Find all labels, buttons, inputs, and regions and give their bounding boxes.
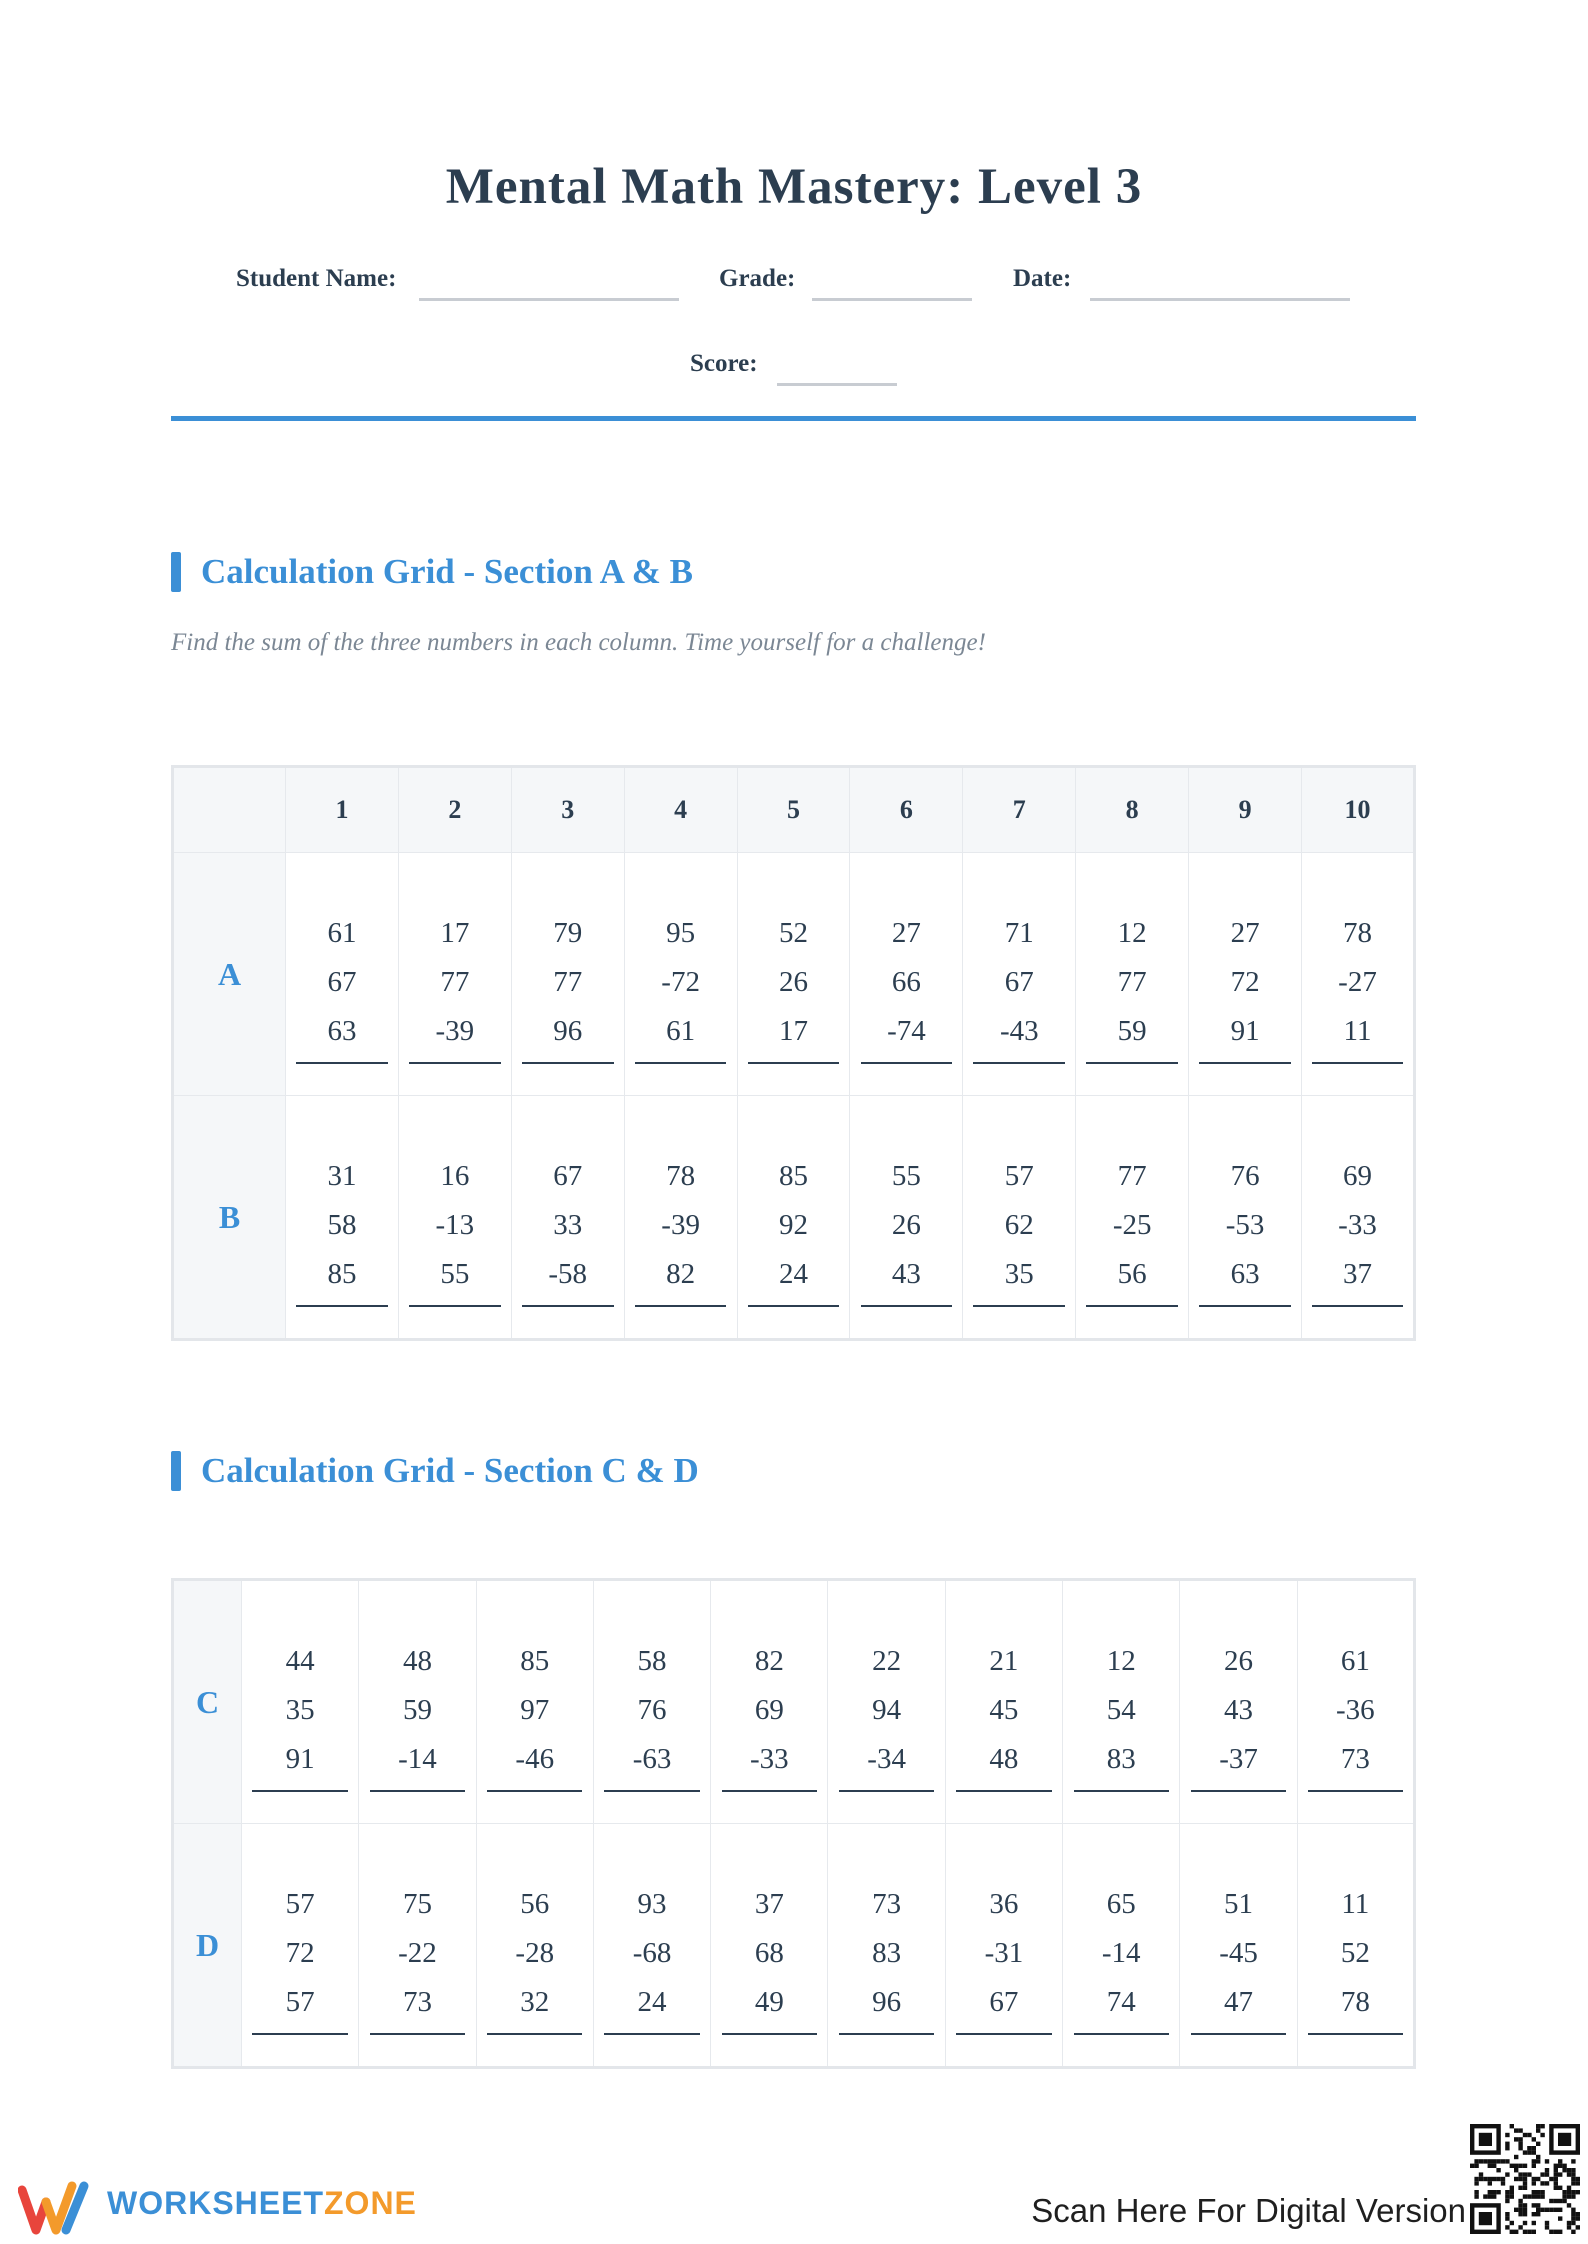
problem-numbers: [711, 1613, 827, 1784]
answer-line[interactable]: [1199, 1305, 1291, 1307]
addend: -39: [661, 1208, 700, 1241]
problem-numbers: [625, 1128, 737, 1299]
addend: 97: [520, 1693, 550, 1726]
addend: -36: [1336, 1693, 1375, 1726]
addend: -74: [887, 1014, 926, 1047]
answer-line[interactable]: [1308, 2033, 1403, 2035]
addend: 57: [1004, 1159, 1034, 1192]
addend: 48: [989, 1742, 1019, 1775]
addend: 33: [553, 1208, 583, 1241]
problem-numbers: [399, 885, 511, 1056]
addend: 57: [285, 1887, 315, 1920]
instructions: Find the sum of the three numbers in each column. Time yourself for a challenge!: [171, 629, 986, 656]
grid-header-row: [173, 767, 1415, 853]
problem-numbers: [738, 885, 850, 1056]
answer-line[interactable]: [839, 2033, 934, 2035]
addend: 93: [637, 1887, 667, 1920]
problem-cell: [476, 1580, 593, 1824]
addend: 77: [440, 965, 470, 998]
addend: 76: [637, 1693, 667, 1726]
problem-cell: [828, 1824, 945, 2068]
score-label: Score:: [690, 350, 758, 377]
answer-line[interactable]: [409, 1062, 501, 1064]
addend: 43: [891, 1257, 921, 1290]
addend: 27: [1230, 916, 1260, 949]
addend: 69: [754, 1693, 784, 1726]
addend: 47: [1224, 1985, 1254, 2018]
addend: 73: [402, 1985, 432, 2018]
answer-line[interactable]: [748, 1062, 840, 1064]
addend: 48: [402, 1644, 432, 1677]
student-name-label: Student Name:: [236, 265, 397, 292]
problem-numbers: [286, 1128, 398, 1299]
section-ab-title: Calculation Grid - Section A & B: [201, 552, 693, 591]
answer-line[interactable]: [522, 1305, 614, 1307]
addend: 31: [327, 1159, 357, 1192]
problem-cell: [1180, 1824, 1297, 2068]
addend: 66: [891, 965, 921, 998]
row-label: D: [173, 1824, 242, 2068]
problem-numbers: [242, 1856, 358, 2027]
addend: 82: [754, 1644, 784, 1677]
addend: -68: [632, 1936, 672, 1969]
column-header: 6: [850, 767, 963, 853]
problem-numbers: [828, 1613, 944, 1784]
answer-line[interactable]: [296, 1305, 388, 1307]
problem-cell: [242, 1580, 359, 1824]
addend: 58: [637, 1644, 667, 1677]
calculation-grid-cd: [171, 1578, 1416, 2069]
addend: 52: [1340, 1936, 1370, 1969]
addend: 78: [666, 1159, 696, 1192]
answer-line[interactable]: [1191, 2033, 1286, 2035]
answer-line[interactable]: [487, 1790, 582, 1792]
answer-line[interactable]: [1312, 1062, 1403, 1064]
addend: 94: [872, 1693, 902, 1726]
problem-cell: [511, 853, 624, 1096]
addend: 37: [1343, 1257, 1372, 1290]
addend: 83: [872, 1936, 902, 1969]
problem-cell: [711, 1580, 828, 1824]
answer-line[interactable]: [722, 1790, 817, 1792]
addend: 67: [1004, 965, 1034, 998]
addend: 65: [1106, 1887, 1136, 1920]
addend: 63: [1230, 1257, 1260, 1290]
addend: -53: [1225, 1208, 1265, 1241]
problem-numbers: [625, 885, 737, 1056]
addend: -33: [750, 1742, 789, 1775]
problem-numbers: [1189, 885, 1301, 1056]
addend: -37: [1219, 1742, 1258, 1775]
problem-numbers: [359, 1613, 475, 1784]
problem-numbers: [242, 1613, 358, 1784]
grid-corner-cell: [173, 767, 286, 853]
answer-line[interactable]: [1191, 1790, 1286, 1792]
section-ab-heading: [171, 552, 693, 592]
answer-line[interactable]: [1312, 1305, 1403, 1307]
section-cd-heading: [171, 1451, 699, 1491]
answer-line[interactable]: [635, 1305, 727, 1307]
addend: 56: [520, 1887, 550, 1920]
addend: 73: [872, 1887, 902, 1920]
answer-line[interactable]: [1086, 1305, 1178, 1307]
answer-line[interactable]: [409, 1305, 501, 1307]
date-label: Date:: [1013, 265, 1072, 292]
addend: 85: [779, 1159, 808, 1192]
addend: 35: [285, 1693, 315, 1726]
addend: 73: [1340, 1742, 1370, 1775]
addend: 62: [1004, 1208, 1034, 1241]
answer-line[interactable]: [252, 1790, 347, 1792]
problem-numbers: [963, 885, 1075, 1056]
answer-line[interactable]: [748, 1305, 840, 1307]
addend: 72: [1230, 965, 1260, 998]
addend: -14: [398, 1742, 437, 1775]
addend: 68: [754, 1936, 784, 1969]
addend: 76: [1230, 1159, 1260, 1192]
addend: 83: [1106, 1742, 1136, 1775]
problem-cell: [1189, 1096, 1302, 1340]
problem-numbers: [594, 1613, 710, 1784]
addend: 54: [1106, 1693, 1136, 1726]
addend: 44: [285, 1644, 315, 1677]
addend: 22: [872, 1644, 902, 1677]
addend: -46: [515, 1742, 555, 1775]
addend: 52: [779, 916, 808, 949]
addend: -27: [1338, 965, 1377, 998]
problem-cell: [624, 853, 737, 1096]
problem-cell: [711, 1824, 828, 2068]
grid-row-a: [173, 853, 1415, 1096]
grid-row-c: [173, 1580, 1415, 1824]
problem-numbers: [963, 1128, 1075, 1299]
addend: 16: [440, 1159, 470, 1192]
answer-line[interactable]: [604, 2033, 699, 2035]
addend: 67: [553, 1159, 583, 1192]
row-label: C: [173, 1580, 242, 1824]
column-header: 7: [963, 767, 1076, 853]
addend: 79: [553, 916, 583, 949]
addend: 91: [285, 1742, 315, 1775]
problem-cell: [511, 1096, 624, 1340]
row-label: A: [173, 853, 286, 1096]
addend: 45: [989, 1693, 1019, 1726]
addend: 11: [1341, 1887, 1370, 1920]
grade-field[interactable]: [812, 298, 972, 301]
addend: -58: [548, 1257, 588, 1290]
qr-code-icon[interactable]: [1470, 2124, 1580, 2234]
problem-numbers: [1302, 885, 1413, 1056]
addend: 96: [872, 1985, 902, 2018]
addend: 32: [520, 1985, 550, 2018]
addend: 55: [891, 1159, 921, 1192]
addend: -28: [515, 1936, 555, 1969]
addend: -14: [1101, 1936, 1141, 1969]
problem-numbers: [850, 1128, 962, 1299]
answer-line[interactable]: [1086, 1062, 1178, 1064]
column-header: 4: [624, 767, 737, 853]
addend: 49: [754, 1985, 784, 2018]
addend: -31: [984, 1936, 1024, 1969]
problem-cell: [1063, 1580, 1180, 1824]
problem-numbers: [1180, 1613, 1296, 1784]
column-header: 8: [1076, 767, 1189, 853]
problem-cell: [945, 1580, 1062, 1824]
problem-cell: [624, 1096, 737, 1340]
addend: 12: [1106, 1644, 1136, 1677]
section-accent-bar: [171, 1451, 181, 1491]
answer-line[interactable]: [1074, 1790, 1169, 1792]
addend: 92: [779, 1208, 808, 1241]
problem-cell: [286, 1096, 399, 1340]
column-header: 5: [737, 767, 850, 853]
answer-line[interactable]: [956, 1790, 1051, 1792]
addend: 26: [1224, 1644, 1254, 1677]
addend: 69: [1343, 1159, 1372, 1192]
addend: -43: [999, 1014, 1039, 1047]
addend: 43: [1224, 1693, 1254, 1726]
addend: 37: [754, 1887, 784, 1920]
addend: 58: [327, 1208, 357, 1241]
worksheetzone-logo-icon: [18, 2180, 98, 2238]
problem-cell: [1180, 1580, 1297, 1824]
answer-line[interactable]: [861, 1305, 953, 1307]
problem-numbers: [1076, 1128, 1188, 1299]
answer-line[interactable]: [973, 1062, 1065, 1064]
problem-cell: [945, 1824, 1062, 2068]
problem-cell: [1189, 853, 1302, 1096]
problem-numbers: [850, 885, 962, 1056]
addend: 57: [285, 1985, 315, 2018]
answer-line[interactable]: [722, 2033, 817, 2035]
addend: 77: [1117, 965, 1147, 998]
brand-name-part2: ZONE: [324, 2185, 417, 2221]
problem-cell: [1063, 1824, 1180, 2068]
problem-numbers: [1076, 885, 1188, 1056]
grade-label: Grade:: [719, 265, 796, 292]
page-title: Mental Math Mastery: Level 3: [445, 159, 1143, 215]
answer-line[interactable]: [370, 1790, 465, 1792]
addend: 17: [440, 916, 470, 949]
addend: -45: [1219, 1936, 1258, 1969]
problem-cell: [593, 1580, 710, 1824]
problem-cell: [850, 1096, 963, 1340]
header-divider: [171, 416, 1416, 421]
addend: 82: [666, 1257, 696, 1290]
answer-line[interactable]: [839, 1790, 934, 1792]
problem-numbers: [828, 1856, 944, 2027]
problem-cell: [476, 1824, 593, 2068]
addend: -72: [661, 965, 700, 998]
answer-line[interactable]: [522, 1062, 614, 1064]
problem-numbers: [946, 1613, 1062, 1784]
addend: 55: [440, 1257, 470, 1290]
column-header: 9: [1189, 767, 1302, 853]
addend: 74: [1106, 1985, 1136, 2018]
column-header: 1: [286, 767, 399, 853]
answer-line[interactable]: [973, 1305, 1065, 1307]
answer-line[interactable]: [1308, 1790, 1403, 1792]
problem-numbers: [1063, 1613, 1179, 1784]
addend: 21: [989, 1644, 1019, 1677]
answer-line[interactable]: [296, 1062, 388, 1064]
section-accent-bar: [171, 552, 181, 592]
problem-numbers: [711, 1856, 827, 2027]
addend: 77: [553, 965, 583, 998]
problem-numbers: [1063, 1856, 1179, 2027]
addend: 67: [327, 965, 357, 998]
addend: 61: [1340, 1644, 1370, 1677]
problem-numbers: [594, 1856, 710, 2027]
problem-cell: [398, 853, 511, 1096]
answer-line[interactable]: [370, 2033, 465, 2035]
addend: 72: [285, 1936, 315, 1969]
problem-cell: [1297, 1824, 1414, 2068]
addend: -25: [1112, 1208, 1152, 1241]
date-field[interactable]: [1090, 298, 1350, 301]
problem-numbers: [359, 1856, 475, 2027]
problem-cell: [359, 1824, 476, 2068]
addend: 63: [327, 1014, 357, 1047]
problem-cell: [242, 1824, 359, 2068]
student-name-field[interactable]: [419, 298, 679, 301]
score-field[interactable]: [777, 383, 897, 386]
answer-line[interactable]: [956, 2033, 1051, 2035]
addend: -13: [435, 1208, 475, 1241]
problem-numbers: [946, 1856, 1062, 2027]
addend: 96: [553, 1014, 583, 1047]
problem-numbers: [512, 885, 624, 1056]
brand-name-part1: WORKSHEET: [107, 2185, 324, 2221]
problem-numbers: [477, 1613, 593, 1784]
problem-cell: [963, 1096, 1076, 1340]
addend: 85: [327, 1257, 357, 1290]
problem-numbers: [286, 885, 398, 1056]
addend: 59: [402, 1693, 432, 1726]
problem-cell: [1297, 1580, 1414, 1824]
addend: -22: [398, 1936, 437, 1969]
section-cd-title: Calculation Grid - Section C & D: [201, 1451, 699, 1490]
addend: 77: [1117, 1159, 1147, 1192]
addend: -63: [632, 1742, 672, 1775]
answer-line[interactable]: [487, 2033, 582, 2035]
addend: 26: [779, 965, 808, 998]
addend: -34: [867, 1742, 906, 1775]
addend: 75: [402, 1887, 432, 1920]
problem-cell: [963, 853, 1076, 1096]
addend: 67: [989, 1985, 1019, 2018]
addend: 59: [1117, 1014, 1147, 1047]
column-header: 2: [398, 767, 511, 853]
brand-name: [107, 2185, 417, 2222]
addend: 12: [1117, 916, 1147, 949]
answer-line[interactable]: [1199, 1062, 1291, 1064]
addend: 36: [989, 1887, 1019, 1920]
problem-numbers: [477, 1856, 593, 2027]
problem-cell: [593, 1824, 710, 2068]
addend: 61: [327, 916, 357, 949]
addend: 51: [1224, 1887, 1254, 1920]
problem-cell: [286, 853, 399, 1096]
problem-cell: [828, 1580, 945, 1824]
column-header: 3: [511, 767, 624, 853]
problem-cell: [359, 1580, 476, 1824]
row-label: B: [173, 1096, 286, 1340]
problem-cell: [737, 853, 850, 1096]
grid-row-d: [173, 1824, 1415, 2068]
answer-line[interactable]: [1074, 2033, 1169, 2035]
problem-numbers: [1189, 1128, 1301, 1299]
addend: 85: [520, 1644, 550, 1677]
addend: 91: [1230, 1014, 1260, 1047]
addend: 26: [891, 1208, 921, 1241]
answer-line[interactable]: [252, 2033, 347, 2035]
problem-cell: [737, 1096, 850, 1340]
problem-numbers: [1298, 1613, 1413, 1784]
problem-cell: [850, 853, 963, 1096]
problem-numbers: [738, 1128, 850, 1299]
problem-cell: [1302, 853, 1415, 1096]
answer-line[interactable]: [861, 1062, 953, 1064]
addend: 24: [637, 1985, 667, 2018]
addend: 27: [891, 916, 921, 949]
addend: 24: [779, 1257, 808, 1290]
problem-numbers: [1302, 1128, 1413, 1299]
calculation-grid-ab: [171, 765, 1416, 1341]
problem-cell: [1076, 1096, 1189, 1340]
addend: -33: [1338, 1208, 1377, 1241]
problem-numbers: [399, 1128, 511, 1299]
answer-line[interactable]: [604, 1790, 699, 1792]
addend: 61: [666, 1014, 696, 1047]
addend: 56: [1117, 1257, 1147, 1290]
problem-cell: [398, 1096, 511, 1340]
addend: 71: [1004, 916, 1034, 949]
addend: 11: [1343, 1014, 1372, 1047]
problem-numbers: [1298, 1856, 1413, 2027]
problem-numbers: [1180, 1856, 1296, 2027]
addend: 78: [1343, 916, 1372, 949]
grid-row-b: [173, 1096, 1415, 1340]
column-header: 10: [1302, 767, 1415, 853]
problem-cell: [1076, 853, 1189, 1096]
problem-cell: [1302, 1096, 1415, 1340]
answer-line[interactable]: [635, 1062, 727, 1064]
problem-numbers: [512, 1128, 624, 1299]
addend: -39: [435, 1014, 475, 1047]
addend: 78: [1340, 1985, 1370, 2018]
addend: 95: [666, 916, 696, 949]
addend: 35: [1004, 1257, 1034, 1290]
scan-prompt: Scan Here For Digital Version: [1031, 2192, 1466, 2229]
addend: 17: [779, 1014, 808, 1047]
